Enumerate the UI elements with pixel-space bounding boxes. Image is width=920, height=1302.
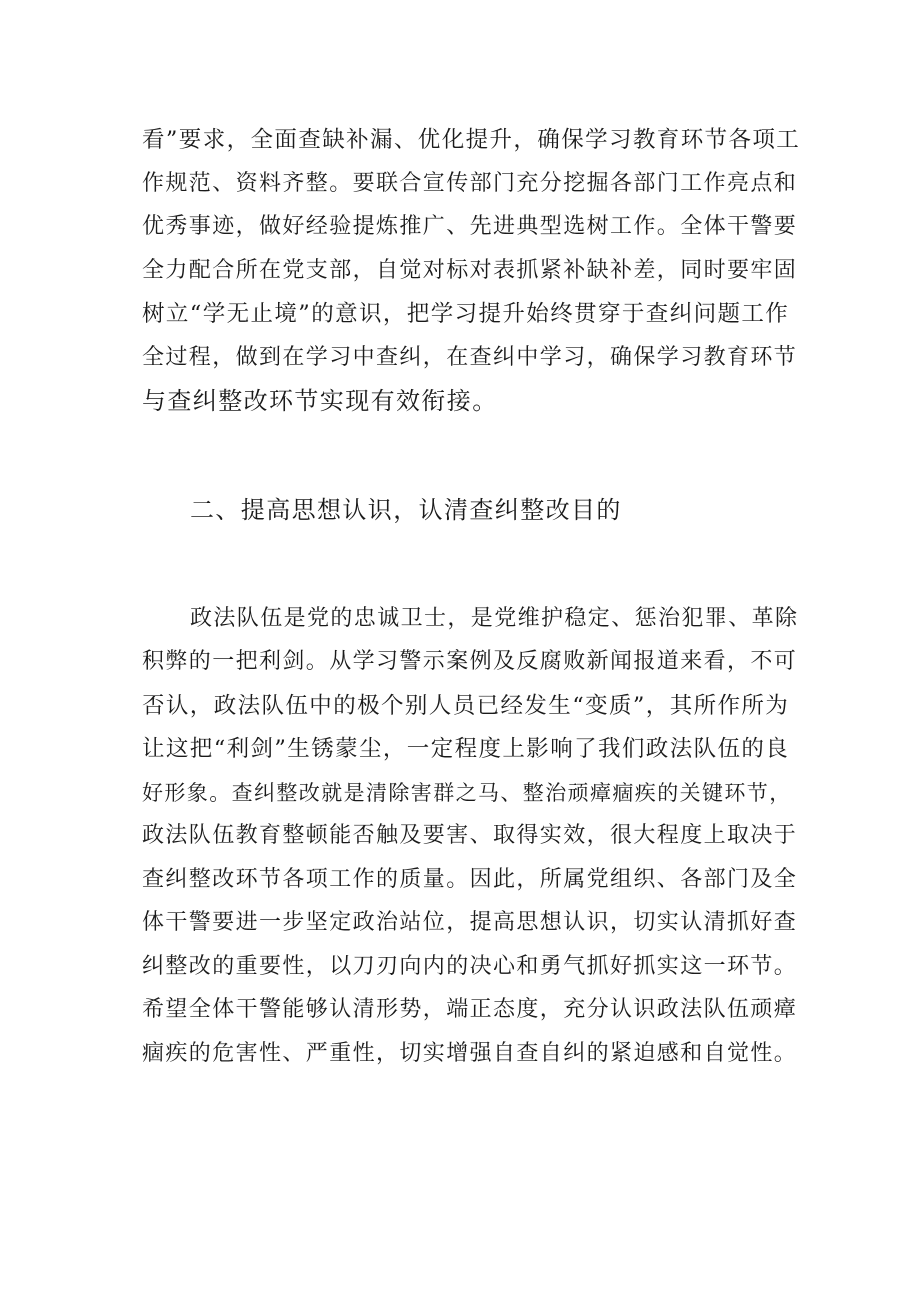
para2-line-11: 痼疾的危害性、严重性，切实增强自查自纠的紧迫感和自觉性。 [142, 1041, 798, 1066]
para2-line-3: 否认，政法队伍中的极个别人员已经发生“变质”，其所作所为 [142, 693, 790, 719]
para2-line-10: 希望全体干警能够认清形势，端正态度，充分认识政法队伍顽瘴 [142, 997, 798, 1022]
para2-line-9: 纠整改的重要性，以刀刃向内的决心和勇气抓好抓实这一环节。 [142, 954, 798, 979]
para1-line-2: 作规范、资料齐整。要联合宣传部门充分挖掘各部门工作亮点和 [142, 171, 798, 196]
para1-line-1: 看”要求，全面查缺补漏、优化提升，确保学习教育环节各项工 [142, 127, 801, 153]
para2-line-7: 查纠整改环节各项工作的质量。因此，所属党组织、各部门及全 [142, 867, 798, 892]
para1-line-5: 树立“学无止境”的意识，把学习提升始终贯穿于查纠问题工作 [142, 301, 790, 327]
para1-line-6: 全过程，做到在学习中查纠，在查纠中学习，确保学习教育环节 [142, 345, 798, 370]
para1-line-4: 全力配合所在党支部，自觉对标对表抓紧补缺补差，同时要牢固 [142, 258, 798, 283]
section-heading-2: 二、提高思想认识，认清查纠整改目的 [190, 496, 622, 524]
para2-line-5: 好形象。查纠整改就是清除害群之马、整治顽瘴痼疾的关键环节， [142, 781, 792, 805]
para1-line-7: 与查纠整改环节实现有效衔接。 [142, 387, 498, 415]
para2-line-4: 让这把“利剑”生锈蒙尘，一定程度上影响了我们政法队伍的良 [142, 736, 790, 762]
para1-line-3: 优秀事迹，做好经验提炼推广、先进典型选树工作。全体干警要 [142, 214, 798, 239]
para2-line-2: 积弊的一把利剑。从学习警示案例及反腐败新闻报道来看，不可 [142, 649, 798, 674]
para2-line-1: 政法队伍是党的忠诚卫士，是党维护稳定、惩治犯罪、革除 [190, 606, 799, 631]
para2-line-6: 政法队伍教育整顿能否触及要害、取得实效，很大程度上取决于 [142, 823, 798, 848]
para2-line-8: 体干警要进一步坚定政治站位，提高思想认识，切实认清抓好查 [142, 910, 798, 935]
